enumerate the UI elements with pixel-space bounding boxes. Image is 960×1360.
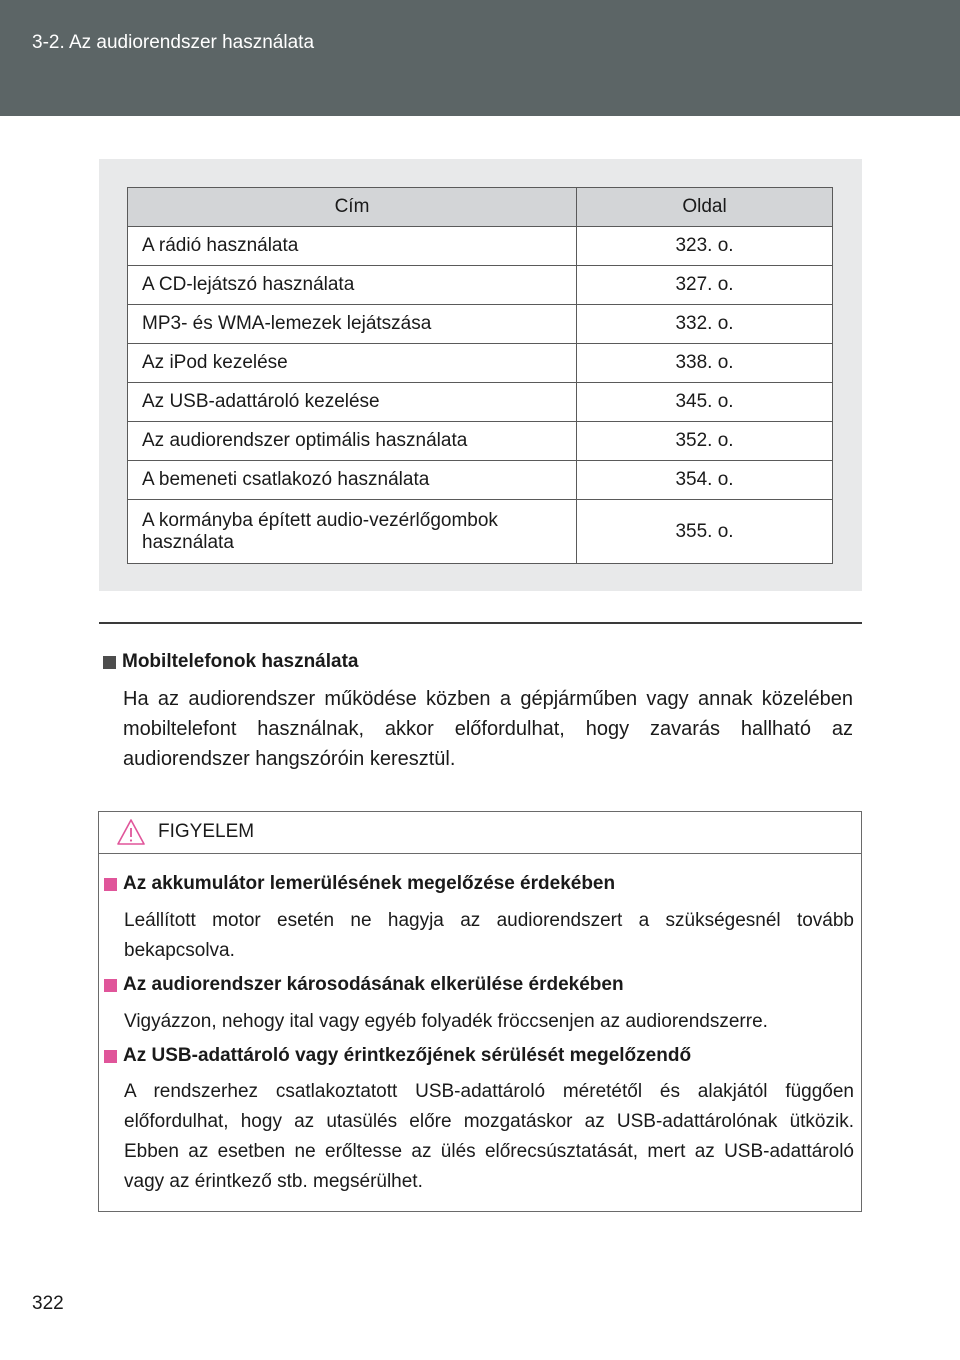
toc-row-title: A rádió használata [128,227,577,266]
table-row [128,422,833,461]
warning-heading-text: Az akkumulátor lemerülésének megelőzése érdekében [123,873,616,894]
table-row [128,305,833,344]
warning-item-text: Leállított motor esetén ne hagyja az audiorendszert a szükségesnél tovább bekapcsolva. [124,910,854,961]
warning-header [99,812,861,854]
bullet-square-icon [103,656,116,669]
mobile-section-heading [103,651,358,673]
warning-item-heading [104,1045,691,1067]
toc-row-page: 352. o. [577,422,833,461]
table-row [128,461,833,500]
toc-row-page: 327. o. [577,266,833,305]
bullet-square-icon [104,878,117,891]
table-row [128,383,833,422]
mobile-heading-text: Mobiltelefonok használata [122,651,359,672]
toc-row-title: A CD-lejátszó használata [128,266,577,305]
warning-triangle-icon [116,818,146,851]
toc-row-title: MP3- és WMA-lemezek lejátszása [128,305,577,344]
section-divider [99,622,862,624]
page-header [0,0,960,116]
toc-col-page: Oldal [577,188,833,227]
warning-title: FIGYELEM [158,821,255,842]
table-row [128,500,833,564]
toc-row-page: 355. o. [577,500,833,564]
warning-item-text: Vigyázzon, nehogy ital vagy egyéb folyadék fröccsenjen az audiorendszerre. [124,1011,768,1032]
toc-row-page: 338. o. [577,344,833,383]
warning-heading-text: Az USB-adattároló vagy érintkezőjének sérülését megelőzendő [123,1045,692,1066]
warning-box [98,811,862,1212]
warning-heading-text: Az audiorendszer károsodásának elkerülése érdekében [123,974,624,995]
warning-item-heading [104,974,624,996]
toc-col-title: Cím [128,188,577,227]
toc-row-page: 345. o. [577,383,833,422]
section-title: 3-2. Az audiorendszer használata [32,32,315,53]
toc-table [127,187,833,564]
mobile-section-text: Ha az audiorendszer működése közben a gépjárműben vagy annak közelében mobiltelefont használnak, akkor előfordulhat, hogy zavarás hallható az audiorendszer hangszóróin keresztül. [123,688,853,770]
toc-row-title: A kormányba épített audio-vezérlőgombok használata [128,500,577,564]
page-number: 322 [32,1293,64,1314]
warning-item-text: A rendszerhez csatlakoztatott USB-adattároló méretétől és alakjától függően előfordulhat, hogy az utasülés előre mozgatáskor az USB-adattárolónak ütközik. Ebben az esetben ne erőltesse az ülés előrecsúsztatását, mert az USB-adattároló vagy az érintkező stb. megsérülhet. [124,1081,854,1192]
bullet-square-icon [104,1050,117,1063]
toc-row-title: Az audiorendszer optimális használata [128,422,577,461]
toc-row-title: Az iPod kezelése [128,344,577,383]
warning-item-heading [104,873,615,895]
toc-row-title: Az USB-adattároló kezelése [128,383,577,422]
table-row [128,344,833,383]
toc-header-row [128,188,833,227]
table-row [128,266,833,305]
toc-row-page: 354. o. [577,461,833,500]
toc-row-title: A bemeneti csatlakozó használata [128,461,577,500]
bullet-square-icon [104,979,117,992]
toc-row-page: 323. o. [577,227,833,266]
toc-row-page: 332. o. [577,305,833,344]
table-row [128,227,833,266]
